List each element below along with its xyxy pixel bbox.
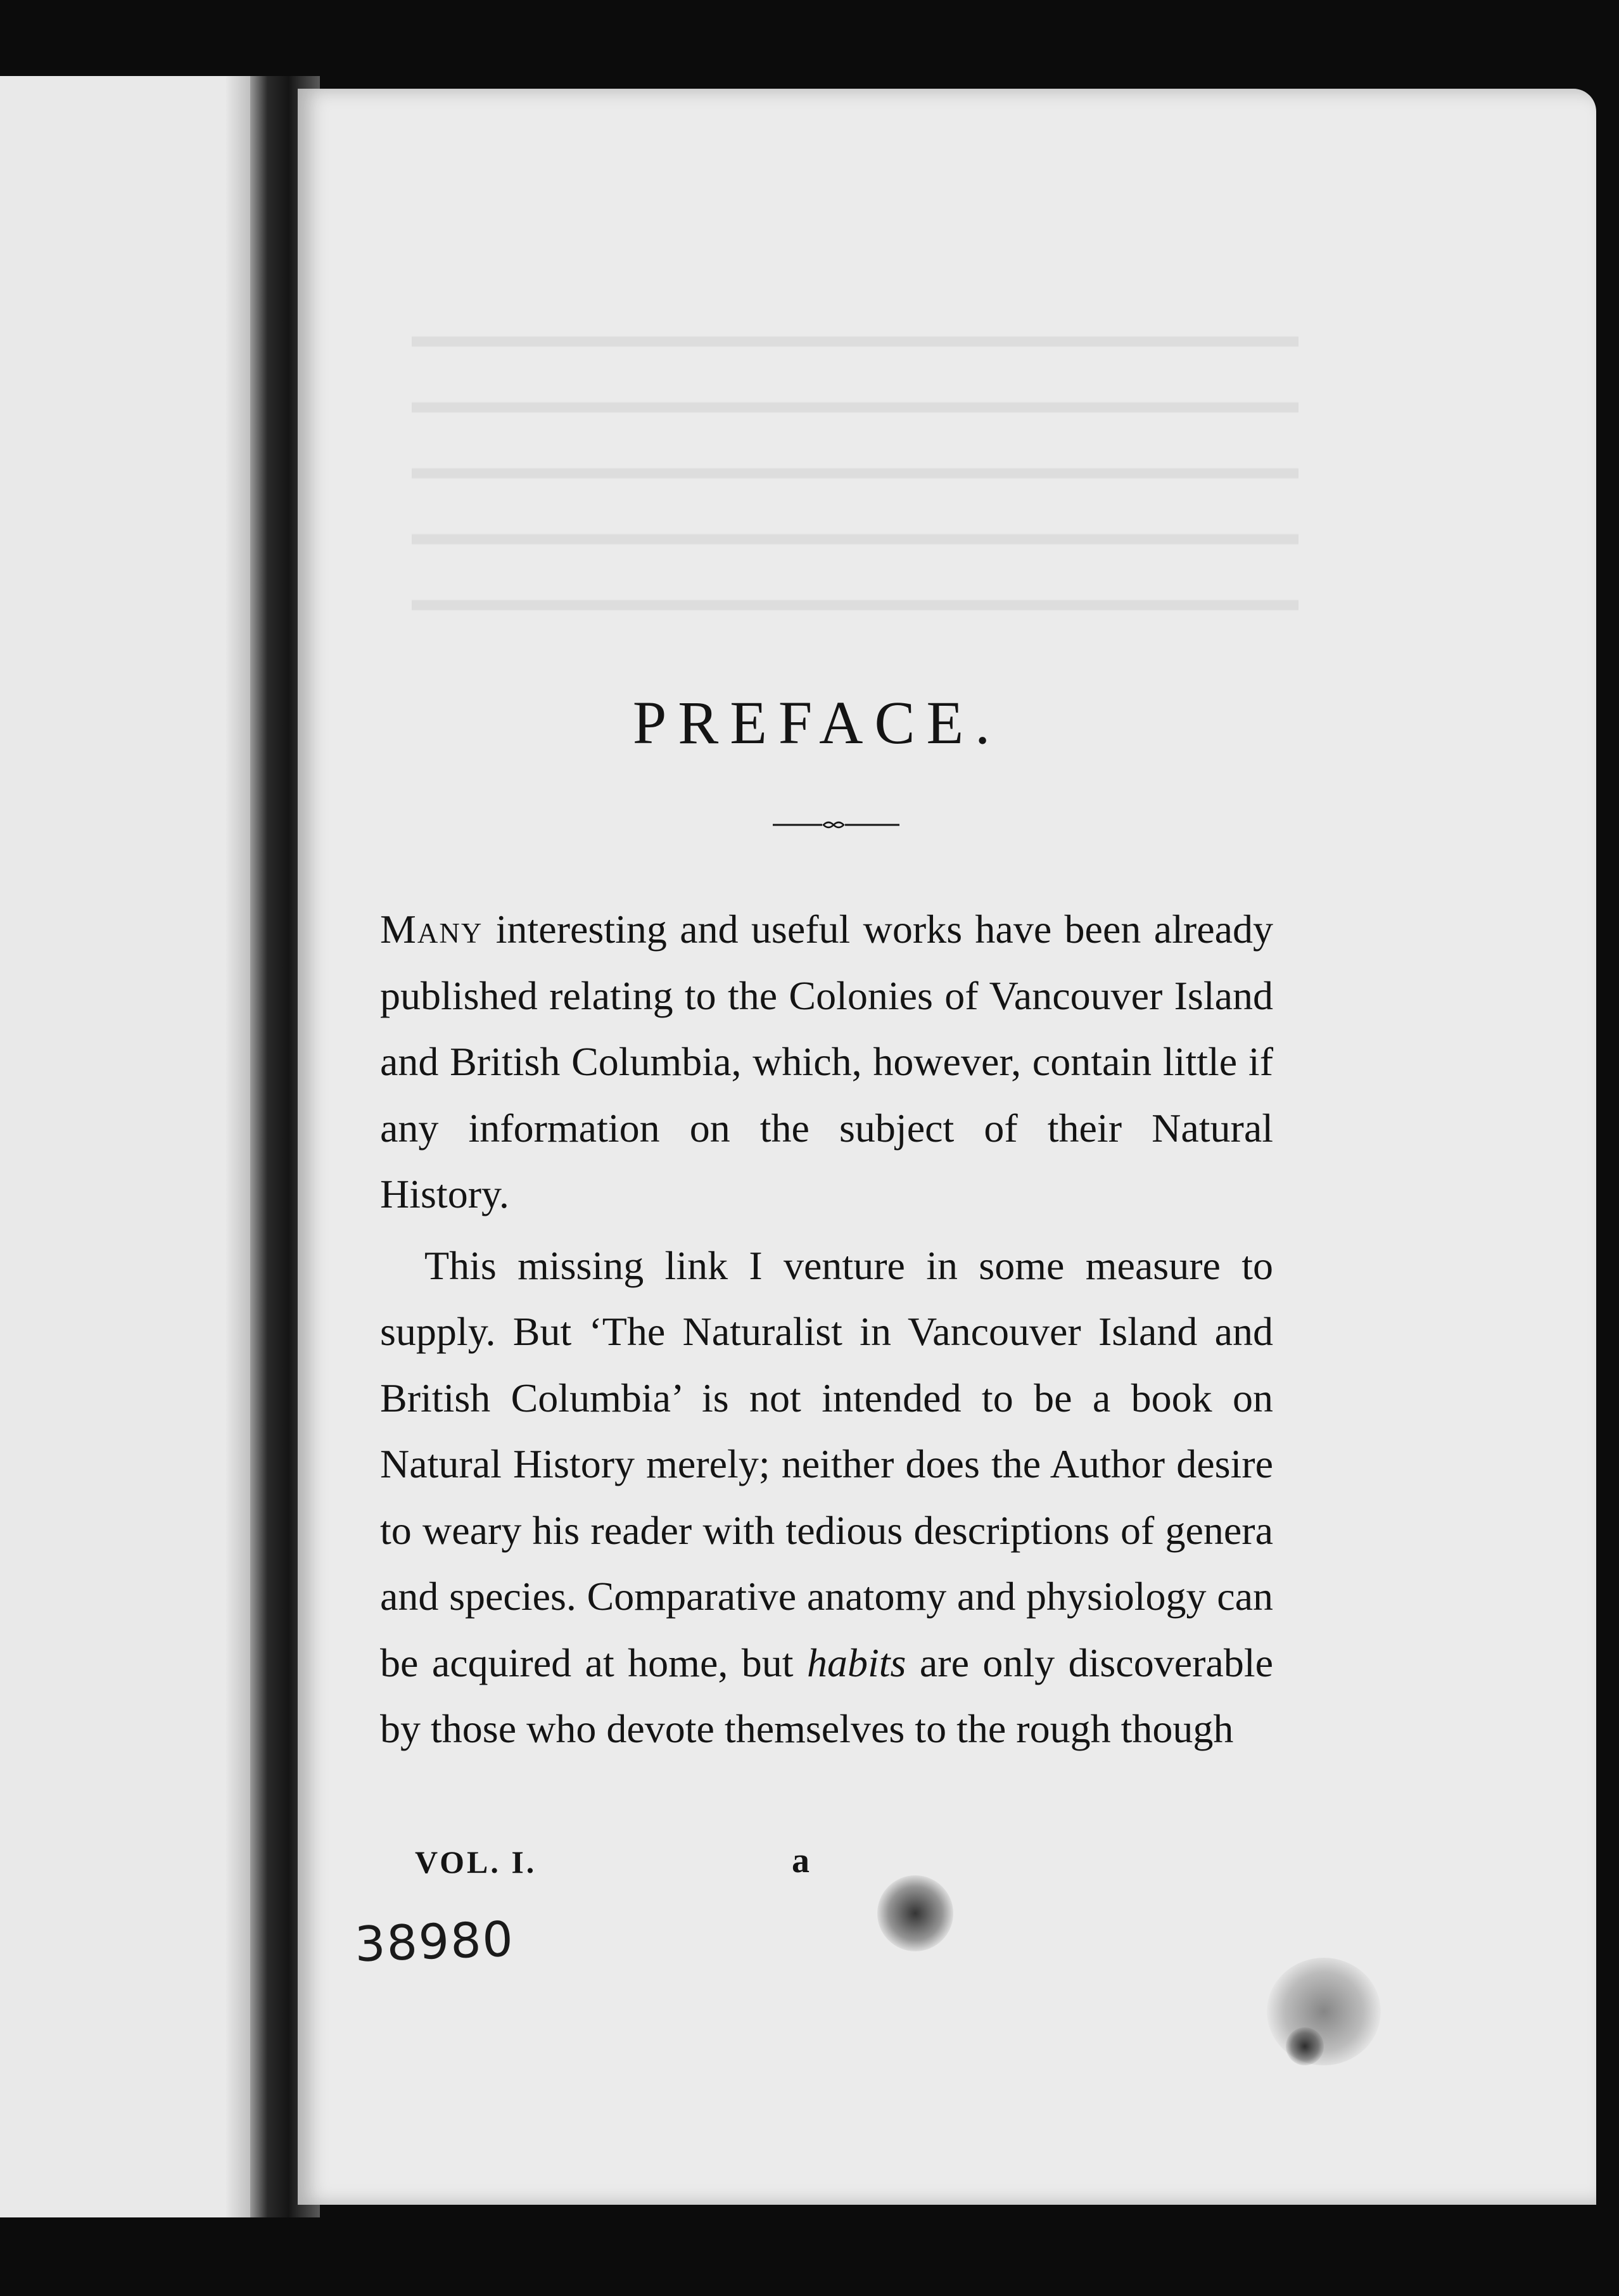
paragraph-1 bbox=[380, 896, 1273, 1228]
paragraph-1-text: interesting and useful works have been already published relating to the Colonies of Vancouver Island and British Columbia, which, however, contain little if any information on the subject of their Natural History. bbox=[380, 907, 1273, 1216]
ink-spot bbox=[1286, 2027, 1324, 2065]
preface-body bbox=[380, 896, 1273, 1763]
handwritten-accession-number: 38980 bbox=[353, 1910, 516, 1973]
ink-spot bbox=[877, 1875, 953, 1951]
paragraph-2-text-b: are only discoverable by those who devote themselves to the rough though bbox=[380, 1640, 1274, 1751]
page-edge-shadow bbox=[225, 76, 250, 2217]
paragraph-lead-word: Many bbox=[380, 907, 483, 952]
italic-word-habits: habits bbox=[806, 1640, 906, 1685]
bleed-through-mark bbox=[44, 469, 184, 596]
paragraph-2 bbox=[380, 1233, 1273, 1763]
ink-spot bbox=[1267, 1958, 1381, 2065]
volume-footer: VOL. I. bbox=[415, 1844, 537, 1880]
paragraph-2-text-a: This missing link I venture in some measure to supply. But ‘The Naturalist in Vancouver Island and British Columbia’ is not intended to be a book on Natural History merely; neither does the Author desire to weary his reader with tedious descriptions of genera and species. Comparative anatomy and physiology can be acquired at home, but bbox=[380, 1242, 1273, 1685]
page-title: PREFACE. bbox=[632, 689, 1002, 756]
title-ornament bbox=[773, 817, 899, 832]
signature-mark: a bbox=[792, 1841, 810, 1880]
bleed-through-text bbox=[412, 298, 1298, 653]
left-facing-page bbox=[0, 76, 250, 2217]
